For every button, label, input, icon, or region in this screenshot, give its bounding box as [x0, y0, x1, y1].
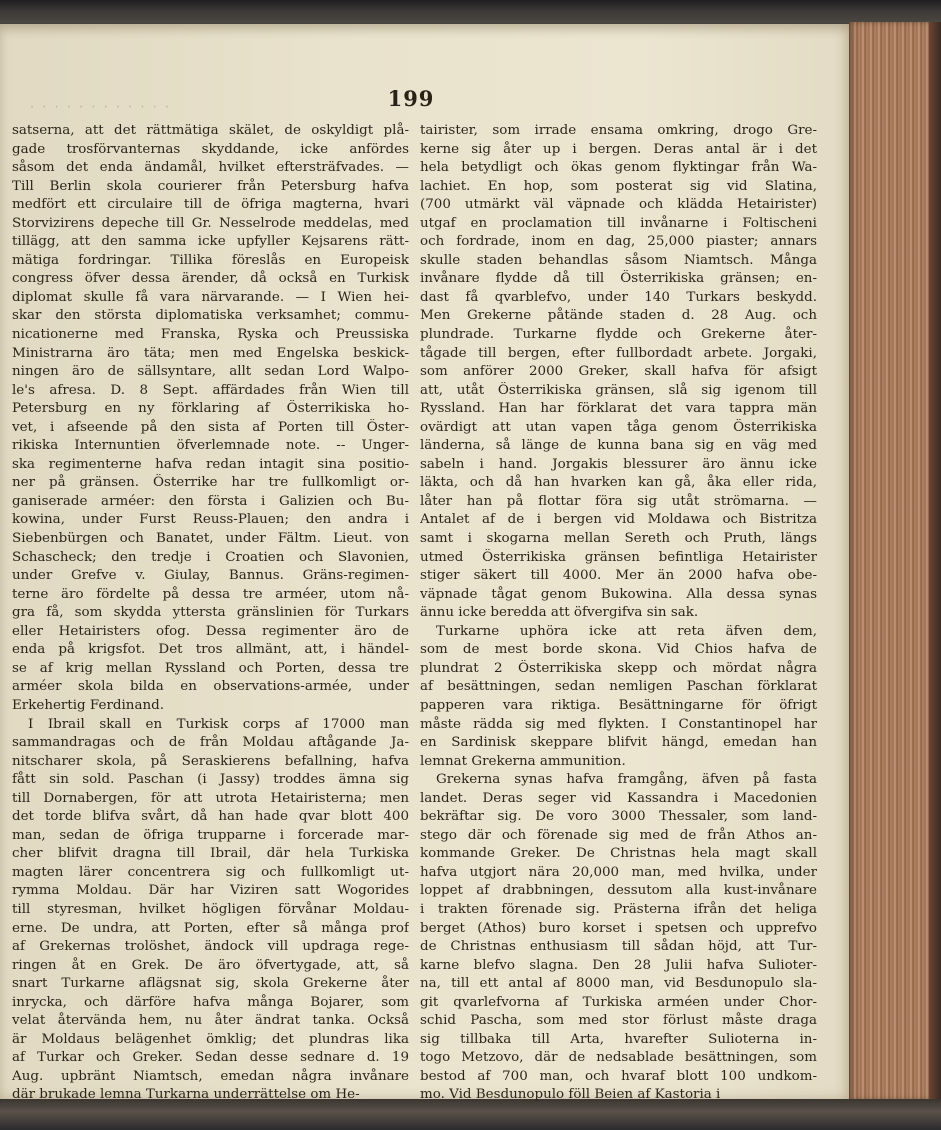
text-line: satserna, att det rättmätiga skälet, de oskyldigt plå-: [12, 123, 409, 138]
text-line: måste rädda sig med flykten. I Constantinopel har: [420, 716, 817, 732]
text-line: lachiet. En hop, som posterat sig vid Slatina,: [420, 178, 817, 194]
text-line: samt i skogarna mellan Sereth och Pruth, längs: [420, 531, 817, 547]
text-line: mo. Vid Besdunopulo föll Beien af Kastoria i: [420, 1087, 721, 1103]
text-line: loppet af drabbningen, dessutom alla kust-invånare: [420, 883, 817, 899]
text-line: Storvizirens depeche till Gr. Nesselrode meddelas, med: [12, 215, 409, 231]
text-line: magten lärer concentrera sig och fullkomligt ut-: [12, 864, 409, 880]
text-line: snart Turkarne aflägsnat sig, skola Grekerne åter: [12, 976, 409, 992]
text-line: na, till ett antal af 8000 man, vid Besdunopulo sla-: [420, 976, 817, 992]
text-line: sig tillbaka till Arta, hvarefter Sulioterna in-: [420, 1031, 817, 1047]
text-line: skulle staden behandlas såsom Niamtsch. Många: [420, 252, 817, 268]
text-line: kommande Greker. De Christnas hela magt skall: [420, 846, 817, 862]
text-line: schid Pascha, som med stor förlust måste draga: [420, 1013, 817, 1029]
text-line: fått sin sold. Paschan (i Jassy) troddes ämna sig: [12, 772, 409, 788]
text-line: där brukade lemna Turkarna underrättelse om He-: [12, 1087, 360, 1103]
text-line: Ryssland. Han har förklarat det vara tappra män: [420, 401, 817, 417]
text-line: rymma Moldau. Där har Viziren satt Wogorides: [12, 883, 409, 899]
text-line: Ministrarna äro täta; men med Engelska beskick-: [12, 345, 409, 361]
text-line: länderna, så länge de kunna bana sig en väg med: [420, 438, 817, 454]
text-line: erne. De undra, att Porten, efter så många prof: [12, 920, 409, 936]
text-line: Turkarne uphöra icke att reta äfven dem,: [436, 623, 817, 639]
text-line: Till Berlin skola courierer från Petersburg hafva: [12, 178, 409, 194]
text-line: det torde blifva svårt, då han hade qvar blott 400: [12, 809, 409, 825]
text-line: såsom det enda ändamål, hvilket eftersträfvades. —: [12, 160, 409, 176]
text-line: hela betydligt och ökas genom flyktingar från Wa-: [420, 160, 817, 176]
text-line: medfört ett circulaire till de öfriga magterna, hvari: [12, 197, 409, 213]
text-line: väpnade tågat genom Bukowina. Alla dessa synas: [420, 586, 817, 602]
text-line: af Turkar och Greker. Sedan desse sednare d. 19: [12, 1050, 409, 1066]
text-line: sammandragas och de från Moldau aftågande Ja-: [12, 735, 409, 751]
text-line: Petersburg en ny förklaring af Österrikiska ho-: [12, 401, 409, 417]
text-line: dast få qvarblefvo, under 140 Turkars beskydd.: [420, 289, 817, 305]
text-line: I Ibrail skall en Turkisk corps af 17000 man: [28, 716, 409, 732]
text-line: nitscharer skola, på Seraskierens befallning, hafva: [12, 753, 409, 769]
text-line: läkta, och då han hvarken kan gå, åka eller rida,: [420, 475, 817, 491]
text-line: som anförer 2000 Greker, skall hafva för afsigt: [420, 364, 817, 380]
text-line: Men Grekerne påtände staden d. 28 Aug. och: [420, 308, 817, 324]
text-line: enda på krigsfot. Det tros allmänt, att, i händel-: [12, 642, 409, 658]
text-line: congress öfver dessa ärender, då också en Turkisk: [12, 271, 409, 287]
text-line: af Grekernas trolöshet, ändock vill updraga rege-: [12, 939, 409, 955]
text-line: se af krig mellan Ryssland och Porten, dessa tre: [12, 660, 409, 676]
text-line: karne blefvo slagna. Den 28 Julii hafva Sulioter-: [420, 957, 817, 973]
text-line: tågade till bergen, efter fullbordadt arbete. Jorgaki,: [420, 345, 817, 361]
right-column: [420, 122, 817, 1105]
text-line: lemnat Grekerna ammunition.: [420, 753, 626, 769]
text-line: till styresman, hvilket högligen förvånar Moldau-: [12, 901, 409, 917]
text-line: ringen åt en Grek. De äro öfvertygade, att, så: [12, 957, 409, 973]
left-column: [12, 122, 409, 1105]
text-line: tillägg, att den samma icke upfyller Kejsarens rätt-: [12, 234, 409, 250]
text-line: ner på gränsen. Österrike har tre fullkomligt or-: [12, 475, 409, 491]
text-line: plundrat 2 Österrikiska skepp och mördat några: [420, 660, 817, 676]
text-line: utmed Österrikiska gränsen befintliga Hetairister: [420, 549, 817, 565]
text-line: kowina, under Furst Reuss-Plauen; den andra i: [12, 512, 409, 528]
page-edge-shadow: [929, 22, 941, 1100]
text-line: (700 utmärkt väl väpnade och klädda Hetairister): [420, 197, 817, 213]
text-line: är Moldaus belägenhet ömklig; det plundras lika: [12, 1031, 409, 1047]
text-line: ningen äro de sällsyntare, allt sedan Lord Walpo-: [12, 364, 409, 380]
text-line: gra få, som skydda yttersta gränslinien för Turkars: [12, 605, 409, 621]
text-line: af besättningen, sedan nemligen Paschan förklarat: [420, 679, 817, 695]
text-line: nicationerne med Franska, Ryska och Preussiska: [12, 327, 409, 343]
bleed-through-text: · · · · · · · · · · · ·: [30, 100, 172, 115]
text-line: tairister, som irrade ensama omkring, drogo Gre-: [420, 123, 817, 138]
text-line: stiger säkert till 4000. Mer än 2000 hafva obe-: [420, 568, 817, 584]
page-number: 199: [387, 86, 435, 111]
text-line: plundrade. Turkarne flydde och Grekerne åter-: [420, 327, 817, 343]
text-line: eller Hetairisters ofog. Dessa regimenter äro de: [12, 623, 409, 639]
text-line: sabeln i hand. Jorgakis blessurer äro ännu icke: [420, 456, 817, 472]
text-line: diplomat skulle få vara närvarande. — I Wien hei-: [12, 289, 409, 305]
text-line: som de mest borde skona. Vid Chios hafva de: [420, 642, 817, 658]
text-line: togo Metzovo, där de nedsablade besättningen, som: [420, 1050, 817, 1066]
text-line: utgaf en proclamation till invånarne i Foltischeni: [420, 215, 817, 231]
text-line: under Grefve v. Giulay, Bannus. Gräns-regimen-: [12, 568, 409, 584]
text-line: till Dornabergen, för att utrota Hetairisterna; men: [12, 790, 409, 806]
text-line: Erkehertig Ferdinand.: [12, 697, 164, 713]
text-line: velat återvända hem, nu åter ändrat tanka. Också: [12, 1013, 409, 1029]
text-line: papperen vara riktiga. Besättningarne för öfrigt: [420, 697, 817, 713]
text-line: bestod af 700 man, och hvaraf blott 100 undkom-: [420, 1068, 817, 1084]
text-line: kerne sig åter up i bergen. Deras antal är i det: [420, 141, 817, 157]
text-line: låter han på flottar föra sig utåt strömarna. —: [420, 493, 817, 509]
text-line: git qvarlefvorna af Turkiska arméen under Chor-: [420, 994, 817, 1010]
text-line: i trakten förenade sig. Prästerna ifrån det heliga: [420, 901, 817, 917]
text-line: hafva utgjort nära 20,000 man, med hvilka, under: [420, 864, 817, 880]
text-line: stego där och förenade sig med de från Athos an-: [420, 827, 817, 843]
text-line: att, utåt Österrikiska gränsen, slå sig igenom till: [420, 382, 817, 398]
text-line: vet, i afseende på den sista af Porten till Öster-: [12, 419, 409, 435]
text-line: inrycka, och därföre hafva många Bojarer, som: [12, 994, 409, 1010]
text-line: terne äro fördelte på dessa tre arméer, utom nå-: [12, 586, 409, 602]
text-line: Schascheck; den tredje i Croatien och Slavonien,: [12, 549, 409, 565]
text-line: gade trosförvanternas skyddande, icke anfördes: [12, 141, 409, 157]
text-line: man, sedan de öfriga trupparne i forcerade mar-: [12, 827, 409, 843]
text-line: de Christnas enthusiasm till sådan höjd, att Tur-: [420, 939, 817, 955]
text-line: ovärdigt att utan vapen tåga genom Österrikiska: [420, 419, 817, 435]
text-line: bekräftar sig. De voro 3000 Thessaler, som land-: [420, 809, 817, 825]
text-line: berget (Athos) buro korset i spetsen och upprefvo: [420, 920, 817, 936]
text-line: le's afresa. D. 8 Sept. affärdades från Wien till: [12, 382, 409, 398]
text-line: ska regimenterne hafva redan intagit sina positio-: [12, 456, 409, 472]
text-line: Siebenbürgen och Banatet, under Fältm. Lieut. von: [12, 531, 409, 547]
text-line: invånare flydde då till Österrikiska gränsen; en-: [420, 271, 817, 287]
text-line: ännu icke beredda att öfvergifva sin sak.: [420, 605, 699, 621]
text-line: och fordrade, inom en dag, 25,000 piaster; annars: [420, 234, 817, 250]
text-line: Antalet af de i bergen vid Moldawa och Bistritza: [420, 512, 817, 528]
text-line: mätiga fordringar. Tillika föreslås en Europeisk: [12, 252, 409, 268]
text-line: en Sardinisk skeppare blifvit hängd, emedan han: [420, 735, 817, 751]
text-line: rikiska Internuntien öfverlemnade note. -- Unger-: [12, 438, 409, 454]
text-line: arméer skola bilda en observations-armée, under: [12, 679, 409, 695]
text-line: landet. Deras seger vid Kassandra i Macedonien: [420, 790, 817, 806]
text-line: ganiserade arméer: den första i Galizien och Bu-: [12, 493, 409, 509]
page-edges: [849, 22, 929, 1100]
text-line: Grekerna synas hafva framgång, äfven på fasta: [436, 772, 817, 788]
text-line: Aug. upbränt Niamtsch, emedan några invånare: [12, 1068, 409, 1084]
text-line: cher blifvit dragna till Ibrail, där hela Turkiska: [12, 846, 409, 862]
text-line: skar den största diplomatiska verksamhet; commu-: [12, 308, 409, 324]
